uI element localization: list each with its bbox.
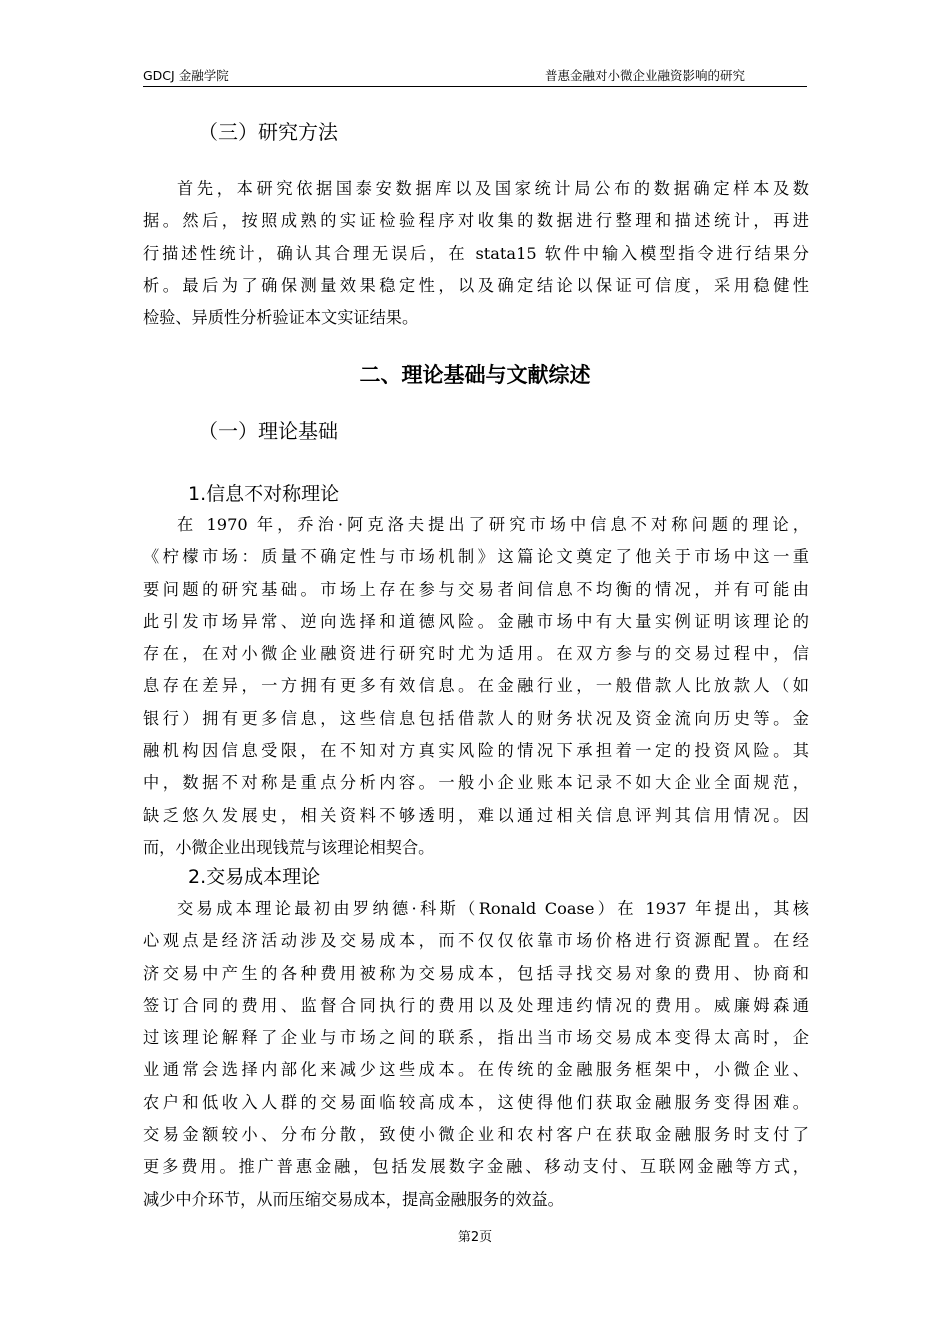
paragraph-line: 据。然后，按照成熟的实证检验程序对收集的数据进行整理和描述统计，再进 — [143, 211, 809, 231]
header-title: 普惠金融对小微企业融资影响的研究 — [544, 68, 745, 83]
paragraph-line: 业通常会选择内部化来减少这些成本。在传统的金融服务框架中，小微企业、 — [143, 1060, 809, 1080]
paragraph-line: 息存在差异，一方拥有更多有效信息。在金融行业，一般借款人比放款人（如 — [143, 676, 809, 696]
paragraph-line: 济交易中产生的各种费用被称为交易成本，包括寻找交易对象的费用、协商和 — [143, 963, 809, 983]
paragraph-line: 析。最后为了确保测量效果稳定性，以及确定结论以保证可信度，采用稳健性 — [143, 275, 809, 295]
paragraph-line: 存在，在对小微企业融资进行研究时尤为适用。在双方参与的交易过程中，信 — [143, 644, 809, 664]
paragraph-line: 更多费用。推广普惠金融，包括发展数字金融、移动支付、互联网金融等方式， — [143, 1157, 809, 1177]
paragraph-line: 银行）拥有更多信息，这些信息包括借款人的财务状况及资金流向历史等。金 — [143, 708, 809, 728]
subsection-heading-transaction-cost: 2.交易成本理论 — [188, 866, 321, 888]
paragraph-methods — [143, 173, 809, 334]
chapter-heading: 二、理论基础与文献综述 — [359, 363, 591, 387]
paragraph-line: 要问题的研究基础。市场上存在参与交易者间信息不均衡的情况，并有可能由 — [143, 579, 809, 599]
paragraph-line: 签订合同的费用、监督合同执行的费用以及处理违约情况的费用。威廉姆森通 — [143, 995, 809, 1015]
section-heading-methods: （三）研究方法 — [198, 120, 338, 144]
page-number: 第2页 — [457, 1230, 493, 1245]
paragraph-line: 而，小微企业出现钱荒与该理论相契合。 — [143, 837, 435, 857]
paragraph-line: 在 1970 年，乔治·阿克洛夫提出了研究市场中信息不对称问题的理论， — [177, 515, 809, 534]
paragraph-line: 行描述性统计，确认其合理无误后，在 stata15 软件中输入模型指令进行结果分 — [143, 243, 809, 263]
paragraph-line: 融机构因信息受限，在不知对方真实风险的情况下承担着一定的投资风险。其 — [143, 741, 809, 761]
paragraph-line: 农户和低收入人群的交易面临较高成本，这使得他们获取金融服务变得困难。 — [143, 1092, 809, 1112]
paragraph-line: 中，数据不对称是重点分析内容。一般小企业账本记录不如大企业全面规范， — [143, 773, 809, 793]
paragraph-line: 检验、异质性分析验证本文实证结果。 — [143, 308, 419, 328]
paragraph-line: 缺乏悠久发展史，相关资料不够透明，难以通过相关信息评判其信用情况。因 — [143, 805, 809, 825]
header-institution: GDCJ 金融学院 — [143, 68, 229, 83]
paragraph-line: 交易金额较小、分布分散，致使小微企业和农村客户在获取金融服务时支付了 — [143, 1125, 809, 1145]
section-heading-theory: （一）理论基础 — [198, 419, 338, 443]
paragraph-line: 此引发市场异常、逆向选择和道德风险。金融市场中有大量实例证明该理论的 — [143, 611, 809, 631]
page-header — [143, 66, 807, 87]
paragraph-transaction-cost — [143, 893, 809, 1216]
paragraph-line: 交易成本理论最初由罗纳德·科斯（Ronald Coase）在 1937 年提出，其核 — [177, 899, 809, 918]
subsection-heading-information-asymmetry: 1.信息不对称理论 — [188, 483, 340, 505]
paragraph-line: 首先，本研究依据国泰安数据库以及国家统计局公布的数据确定样本及数 — [177, 179, 809, 198]
paragraph-line: 心观点是经济活动涉及交易成本，而不仅仅依靠市场价格进行资源配置。在经 — [143, 931, 809, 951]
paragraph-line: 《柠檬市场：质量不确定性与市场机制》这篇论文奠定了他关于市场中这一重 — [143, 547, 809, 567]
paragraph-information-asymmetry — [143, 509, 809, 864]
paragraph-line: 过该理论解释了企业与市场之间的联系，指出当市场交易成本变得太高时，企 — [143, 1028, 809, 1048]
paragraph-line: 减少中介环节，从而压缩交易成本，提高金融服务的效益。 — [143, 1189, 564, 1209]
